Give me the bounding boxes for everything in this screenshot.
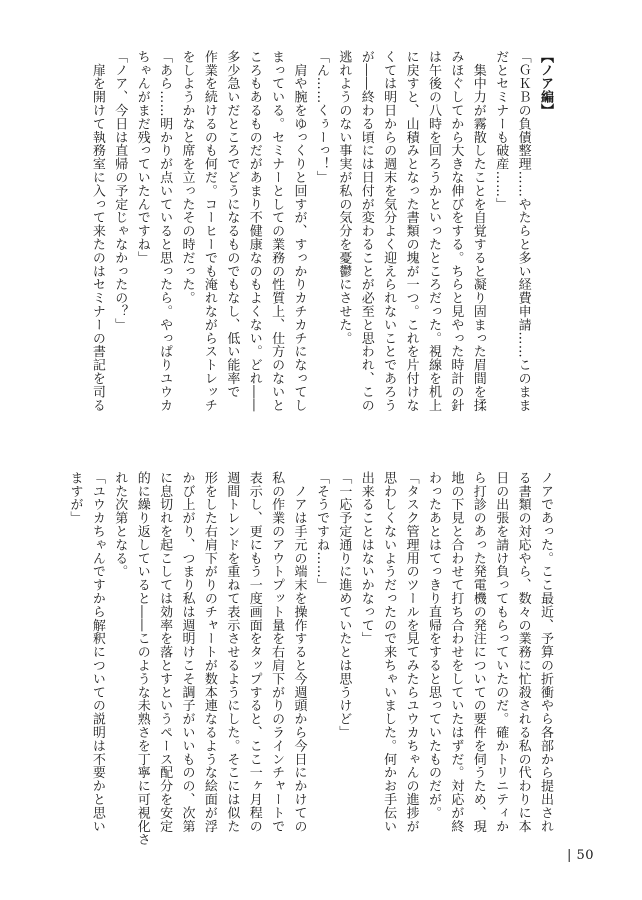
- upper-text-block: [56, 50, 556, 427]
- text-line: に戻すと、山積みとなった書類の塊が一つ。これを片付けな: [403, 50, 419, 412]
- text-line: 肩や腕をゆっくりと回すが、すっかりカチカチになってし: [291, 50, 307, 412]
- text-line: 多少急いだところでどうになるものでもなし、低い能率で: [224, 50, 240, 399]
- text-line: 思わしくないようだったので来ちゃいました。何かお手伝い: [381, 471, 397, 833]
- text-line: みほぐしてから大きな伸びをする。ちらと見やった時計の針: [448, 50, 464, 412]
- text-line: れた次第となる。: [112, 471, 128, 579]
- text-line: 「そうですね……」: [313, 471, 329, 592]
- text-line: ノアであった。ここ最近、予算の折衝やら各部から提出され: [538, 471, 553, 833]
- text-line: くては明日からの週末を気分よく迎えられないことであろう: [381, 50, 397, 412]
- text-line: 日の出張を請け負ってもらっていたのだ。確かトリニティか: [493, 471, 509, 833]
- text-line: る書類の対応やら、数々の業務に忙殺される私の代わりに本: [515, 471, 531, 833]
- text-line: 「ノア、今日は直帰の予定じゃなかったの？」: [112, 50, 128, 332]
- section-heading: 【ノア編】: [538, 50, 553, 117]
- text-line: 扉を開けて執務室に入って来たのはセミナーの書記を司る: [89, 50, 105, 412]
- text-line: ころもあるものだがあまり不健康なのもよくない。どれ――: [246, 50, 262, 412]
- text-line: ら打診のあった発電機の発注についての要件を伺うため、現: [470, 471, 486, 833]
- text-line: 私の作業のアウトプット量を右肩下がりのラインチャートで: [269, 471, 285, 833]
- text-line: 形をした右肩下がりのチャートが数本連なるような絵面が浮: [201, 471, 217, 833]
- page-number: | 50: [567, 848, 595, 863]
- text-line: 「一応予定通りに進めていたとは思うけど」: [336, 471, 352, 739]
- text-line: 週間トレンドを重ねて表示させるようにした。そこには似た: [224, 471, 240, 833]
- text-line: だとセミナーも破産……」: [493, 50, 509, 211]
- text-line: 「あら……明かりが点いていると思ったら。やっぱりユウカ: [157, 50, 173, 412]
- text-line: 逃れようのない事実が私の気分を憂鬱にさせた。: [336, 50, 352, 345]
- lower-text-block: [56, 471, 556, 848]
- text-line: 表示し、更にもう一度画面をタップすると、ここ一ヶ月程の: [246, 471, 262, 833]
- text-line: 「ＧＫＢの負債整理……やたらと多い経費申請……このまま: [515, 50, 531, 412]
- text-line: 作業を続けるのも何だ。コーヒーでも淹れながらストレッチ: [201, 50, 217, 412]
- text-line: が――終わる頃には日付が変わることが必至と思われ、この: [358, 50, 374, 412]
- text-line: 「ユウカちゃんですから解釈についての説明は不要かと思い: [89, 471, 105, 833]
- text-line: に息切れを起こしては効率を落とすというペース配分を安定: [157, 471, 173, 833]
- text-line: をしようかなと席を立ったその時だった。: [179, 50, 195, 305]
- text-line: ちゃんがまだ残っていたんですね」: [134, 50, 150, 265]
- text-line: まっている。セミナーとしての業務の性質上、仕方のないと: [269, 50, 285, 412]
- text-line: ますが」: [67, 471, 83, 525]
- text-line: 「ん……くぅーっ！」: [313, 50, 329, 184]
- text-line: は午後の八時を回ろうかといったところだった。視線を机上: [425, 50, 441, 412]
- text-line: かび上がり、つまり私は週明けこそ調子がいいものの、次第: [179, 471, 195, 833]
- text-line: 的に繰り返していると――このような未熟さを丁寧に可視化さ: [134, 471, 150, 847]
- text-line: わったあとはてっきり直帰をすると思っていたものだが。: [425, 471, 441, 820]
- text-line: 集中力が霧散したことを自覚すると凝り固まった眉間を揉: [470, 50, 486, 412]
- text-line: 「タスク管理用のツールを見てみたらユウカちゃんの進捗が: [403, 471, 419, 833]
- text-line: ノアは手元の端末を操作すると今週頭から今日にかけての: [291, 471, 307, 833]
- text-line: 出来ることはないかなって」: [358, 471, 374, 646]
- text-line: 地の下見と合わせて打ち合わせをしていたはずだ。対応が終: [448, 471, 464, 833]
